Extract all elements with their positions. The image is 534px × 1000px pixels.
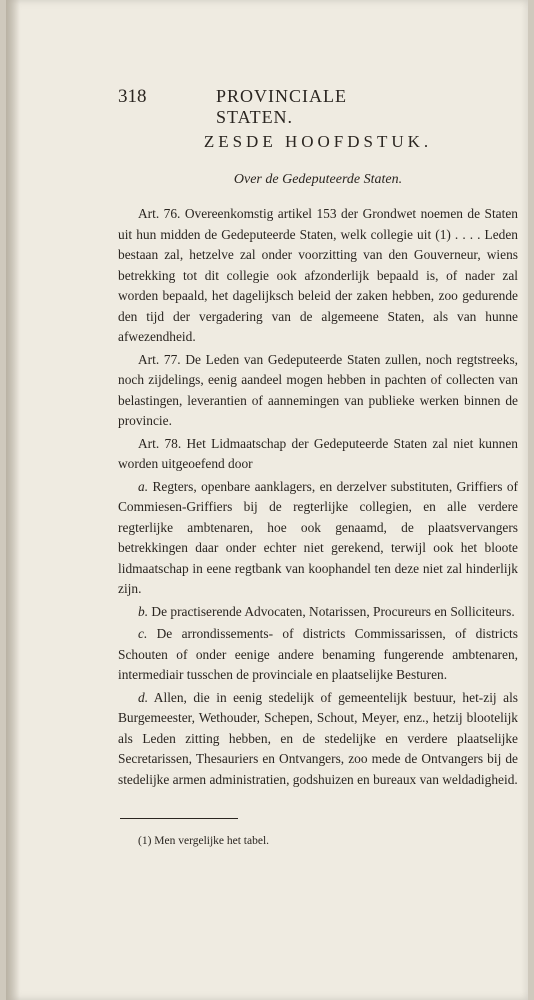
book-page bbox=[6, 0, 528, 1000]
sub-item-label: c. bbox=[138, 626, 148, 641]
paragraph-text: De arrondissements- of districts Commissarissen, of districts Schouten of onder eenige andere benaming fungerende ambtenaren, intermediair tusschen de provinciale en plaatselijke Besturen. bbox=[118, 626, 518, 682]
paragraph-text: Allen, die in eenig stedelijk of gemeentelijk bestuur, het-zij als Burgemeester, Wethouder, Schepen, Schout, Meyer, enz., hetzij blootelijk als Leden zitting hebben, en de stedelijke en verdere plaatselijke Secretarissen, Thesauriers en Ontvangers, zoo mede de Ontvangers bij de stedelijke armen administratien, godshuizen en bureaux van weldadigheid. bbox=[118, 689, 518, 787]
sub-item-d bbox=[118, 688, 518, 791]
paragraph-text: Art. 78. Het Lidmaatschap der Gedeputeerde Staten zal niet kunnen worden uitgeoefend door bbox=[118, 435, 518, 471]
body-text bbox=[118, 204, 518, 792]
footnote-rule bbox=[120, 818, 238, 819]
running-title: PROVINCIALE STATEN. bbox=[216, 86, 347, 127]
sub-item-c bbox=[118, 624, 518, 686]
sub-item-b bbox=[118, 602, 518, 623]
paragraph-art-77 bbox=[118, 350, 518, 432]
chapter-subtitle: Over de Gedeputeerde Staten. bbox=[233, 172, 403, 187]
paragraph-text: Art. 76. Overeenkomstig artikel 153 der Grondwet noemen de Staten uit hun midden de Gedeputeerde Staten, welk collegie uit (1) . . . . Leden bestaan zal, hetzelve zal onder voorzitting van den Gouverneur, wiens betrekking tot dit collegie ook afzonderlijk bepaald is, of nader zal worden bepaald, het dagelijksch beleid der zaken hebben, zoo gedurende den tijd der vergadering van de algemeene Staten, als van hunne afwezendheid. bbox=[118, 206, 518, 344]
paragraph-text: Art. 77. De Leden van Gedeputeerde Staten zullen, noch regtstreeks, noch zijdelings, eenig aandeel mogen hebben in pachten of collecten van belastingen, leverantien of aannemingen van publieke werken binnen de provincie. bbox=[118, 351, 518, 428]
sub-item-label: b. bbox=[138, 603, 149, 619]
paragraph-art-78 bbox=[118, 434, 518, 475]
chapter-title: ZESDE HOOFDSTUK. bbox=[203, 132, 433, 151]
footnote: (1) Men vergelijke het tabel. bbox=[138, 835, 270, 847]
sub-item-label: a. bbox=[138, 478, 149, 494]
running-head bbox=[118, 86, 418, 127]
sub-item-a bbox=[118, 477, 518, 600]
paragraph-text: De practiserende Advocaten, Notarissen, Procureurs en Solliciteurs. bbox=[151, 603, 515, 619]
paragraph-text: Regters, openbare aanklagers, en derzelver substituten, Griffiers of Commiesen-Griffiers bij de regterlijke collegien, en alle verdere regterlijke ambtenaren, hoe ook genaamd, de plaatsvervangers betrekkingen daar onder echter niet gerekend, terwijl ook het bloote lidmaatschap in eene regtbank van koophandel ten deze niet zal hinderlijk zijn. bbox=[118, 478, 518, 596]
page-number: 318 bbox=[118, 86, 147, 107]
page-gutter-shadow bbox=[6, 0, 20, 1000]
paragraph-art-76 bbox=[118, 204, 518, 348]
sub-item-label: d. bbox=[138, 689, 149, 705]
